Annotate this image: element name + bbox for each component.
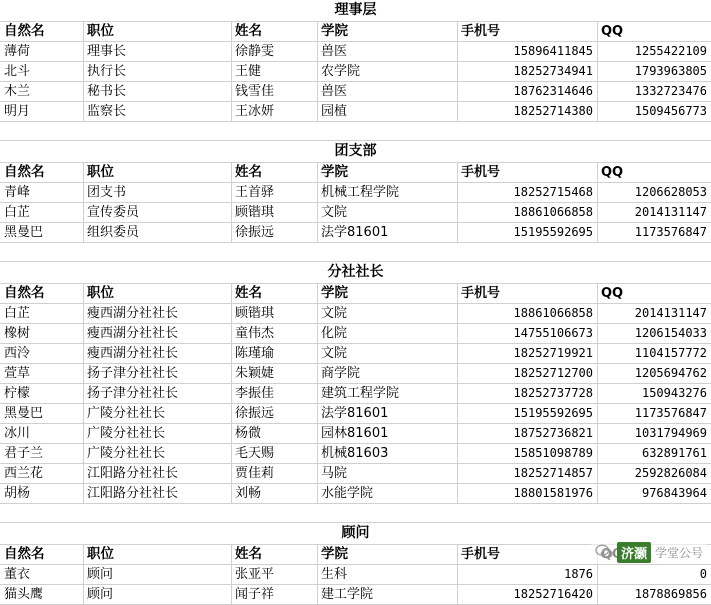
cell-college[interactable]: 兽医 (318, 82, 458, 101)
section-gap (0, 122, 711, 141)
cell-college[interactable]: 法学81601 (318, 404, 458, 423)
cell-phone[interactable]: 1876 (458, 565, 598, 584)
header-cell-name: 姓名 (232, 22, 318, 41)
header-cell-position: 职位 (84, 284, 232, 303)
cell-college[interactable]: 建工学院 (318, 585, 458, 604)
cell-qq[interactable]: 2592826084 (634, 466, 707, 480)
cell-qq[interactable]: 1173576847 (634, 406, 707, 420)
cell-name[interactable]: 张亚平 (232, 565, 318, 584)
cell-name[interactable]: 王健 (232, 62, 318, 81)
cell-nickname[interactable]: 君子兰 (0, 444, 84, 463)
table-row (0, 324, 711, 344)
header-cell-nickname: 自然名 (0, 284, 84, 303)
table-row (0, 585, 711, 605)
cell-nickname[interactable]: 冰川 (0, 424, 84, 443)
section-title: 理事层 (0, 0, 711, 22)
cell-qq[interactable]: 2014131147 (634, 205, 707, 219)
table-row (0, 484, 711, 504)
cell-nickname[interactable]: 白芷 (0, 304, 84, 323)
header-cell-name: 姓名 (232, 163, 318, 182)
cell-position[interactable]: 广陵分社社长 (84, 444, 232, 463)
cell-college[interactable]: 法学81601 (318, 223, 458, 242)
cell-position[interactable]: 瘦西湖分社社长 (84, 304, 232, 323)
header-row (0, 22, 711, 42)
cell-position[interactable]: 宣传委员 (84, 203, 232, 222)
cell-name[interactable]: 徐静雯 (232, 42, 318, 61)
cell-nickname[interactable]: 黑曼巴 (0, 223, 84, 242)
table-row (0, 223, 711, 243)
cell-qq[interactable]: 1878869856 (634, 587, 707, 601)
cell-phone[interactable]: 18252715468 (458, 183, 598, 202)
cell-name[interactable]: 徐振远 (232, 404, 318, 423)
section-title: 团支部 (0, 141, 711, 163)
cell-nickname[interactable]: 青峰 (0, 183, 84, 202)
cell-phone[interactable]: 18752736821 (458, 424, 598, 443)
cell-nickname[interactable]: 明月 (0, 102, 84, 121)
cell-position[interactable]: 瘦西湖分社社长 (84, 344, 232, 363)
cell-college[interactable]: 商学院 (318, 364, 458, 383)
cell-nickname[interactable]: 胡杨 (0, 484, 84, 503)
cell-college[interactable]: 机械工程学院 (318, 183, 458, 202)
cell-college[interactable]: 机械81603 (318, 444, 458, 463)
cell-qq[interactable]: 1509456773 (634, 104, 707, 118)
cell-position[interactable]: 团支书 (84, 183, 232, 202)
cell-position[interactable]: 顾问 (84, 585, 232, 604)
table-row (0, 404, 711, 424)
cell-college[interactable]: 化院 (318, 324, 458, 343)
header-cell-nickname: 自然名 (0, 22, 84, 41)
cell-nickname[interactable]: 橡树 (0, 324, 84, 343)
cell-qq[interactable]: 1173576847 (634, 225, 707, 239)
header-row (0, 163, 711, 183)
cell-name[interactable]: 贾佳莉 (232, 464, 318, 483)
cell-phone[interactable]: 18801581976 (458, 484, 598, 503)
cell-college[interactable]: 水能学院 (318, 484, 458, 503)
cell-position[interactable]: 扬子津分社社长 (84, 364, 232, 383)
table-row (0, 464, 711, 484)
watermark-badge: 济灏 (617, 542, 651, 563)
cell-nickname[interactable]: 北斗 (0, 62, 84, 81)
cell-name[interactable]: 顾锴琪 (232, 304, 318, 323)
cell-college[interactable]: 文院 (318, 304, 458, 323)
header-cell-name: 姓名 (232, 284, 318, 303)
cell-name[interactable]: 闻子祥 (232, 585, 318, 604)
cell-qq[interactable]: 976843964 (641, 486, 707, 500)
header-cell-qq: QQ (601, 165, 624, 180)
cell-name[interactable]: 刘畅 (232, 484, 318, 503)
cell-phone[interactable]: 18252712700 (458, 364, 598, 383)
header-cell-phone: 手机号 (458, 284, 598, 303)
table-row (0, 344, 711, 364)
cell-position[interactable]: 广陵分社社长 (84, 404, 232, 423)
cell-name[interactable]: 杨微 (232, 424, 318, 443)
cell-phone[interactable]: 18762314646 (458, 82, 598, 101)
header-cell-qq: QQ (601, 24, 624, 39)
header-cell-college: 学院 (318, 284, 458, 303)
header-cell-qq: QQ (601, 286, 624, 301)
header-cell-phone: 手机号 (458, 22, 598, 41)
header-cell-nickname: 自然名 (0, 545, 84, 564)
table-row (0, 82, 711, 102)
cell-position[interactable]: 秘书长 (84, 82, 232, 101)
cell-qq[interactable]: 150943276 (641, 386, 707, 400)
cell-phone[interactable]: 18861066858 (458, 203, 598, 222)
header-cell-position: 职位 (84, 545, 232, 564)
cell-phone[interactable]: 18252714380 (458, 102, 598, 121)
cell-position[interactable]: 广陵分社社长 (84, 424, 232, 443)
table-row (0, 304, 711, 324)
cell-qq[interactable]: 1205694762 (634, 366, 707, 380)
cell-qq[interactable]: 1255422109 (634, 44, 707, 58)
cell-nickname[interactable]: 黑曼巴 (0, 404, 84, 423)
cell-name[interactable]: 徐振远 (232, 223, 318, 242)
header-cell-college: 学院 (318, 163, 458, 182)
cell-qq[interactable]: 0 (699, 567, 707, 581)
header-cell-college: 学院 (318, 22, 458, 41)
cell-college[interactable]: 文院 (318, 203, 458, 222)
cell-nickname[interactable]: 薄荷 (0, 42, 84, 61)
section-title: 分社社长 (0, 262, 711, 284)
cell-position[interactable]: 顾问 (84, 565, 232, 584)
cell-position[interactable]: 江阳路分社社长 (84, 484, 232, 503)
section-gap (0, 243, 711, 262)
cell-nickname[interactable]: 柠檬 (0, 384, 84, 403)
header-cell-phone: 手机号 (458, 545, 598, 564)
header-cell-phone: 手机号 (458, 163, 598, 182)
cell-name[interactable]: 陈瑾瑜 (232, 344, 318, 363)
cell-nickname[interactable]: 萱草 (0, 364, 84, 383)
header-row (0, 284, 711, 304)
cell-phone[interactable]: 18252734941 (458, 62, 598, 81)
header-cell-college: 学院 (318, 545, 458, 564)
cell-phone[interactable]: 15851098789 (458, 444, 598, 463)
cell-phone[interactable]: 15195592695 (458, 223, 598, 242)
cell-qq[interactable]: 632891761 (641, 446, 707, 460)
cell-nickname[interactable]: 木兰 (0, 82, 84, 101)
cell-position[interactable]: 监察长 (84, 102, 232, 121)
table-row (0, 364, 711, 384)
wechat-icon (595, 543, 613, 561)
cell-college[interactable]: 建筑工程学院 (318, 384, 458, 403)
cell-qq[interactable]: 1206628053 (634, 185, 707, 199)
cell-position[interactable]: 扬子津分社社长 (84, 384, 232, 403)
cell-college[interactable]: 园植 (318, 102, 458, 121)
header-cell-position: 职位 (84, 22, 232, 41)
table-row (0, 203, 711, 223)
cell-name[interactable]: 王首驿 (232, 183, 318, 202)
cell-name[interactable]: 顾锴琪 (232, 203, 318, 222)
cell-phone[interactable]: 18252714857 (458, 464, 598, 483)
cell-position[interactable]: 瘦西湖分社社长 (84, 324, 232, 343)
table-row (0, 565, 711, 585)
cell-college[interactable]: 兽医 (318, 42, 458, 61)
header-cell-name: 姓名 (232, 545, 318, 564)
cell-college[interactable]: 马院 (318, 464, 458, 483)
cell-name[interactable]: 李振佳 (232, 384, 318, 403)
watermark-text: 学堂公号 (654, 545, 703, 560)
cell-name[interactable]: 毛天赐 (232, 444, 318, 463)
table-row (0, 102, 711, 122)
table-row (0, 384, 711, 404)
cell-qq[interactable]: 1031794969 (634, 426, 707, 440)
cell-phone[interactable]: 18861066858 (458, 304, 598, 323)
cell-qq[interactable]: 1104157772 (634, 346, 707, 360)
table-row (0, 183, 711, 203)
cell-college[interactable]: 文院 (318, 344, 458, 363)
cell-college[interactable]: 农学院 (318, 62, 458, 81)
table-row (0, 62, 711, 82)
table-row (0, 444, 711, 464)
header-cell-position: 职位 (84, 163, 232, 182)
table-row (0, 424, 711, 444)
cell-name[interactable]: 朱颖婕 (232, 364, 318, 383)
cell-position[interactable]: 理事长 (84, 42, 232, 61)
cell-qq[interactable]: 1332723476 (634, 84, 707, 98)
cell-name[interactable]: 钱雪佳 (232, 82, 318, 101)
cell-phone[interactable]: 18252716420 (458, 585, 598, 604)
cell-nickname[interactable]: 董衣 (0, 565, 84, 584)
cell-name[interactable]: 童伟杰 (232, 324, 318, 343)
cell-position[interactable]: 组织委员 (84, 223, 232, 242)
section-gap (0, 504, 711, 523)
cell-nickname[interactable]: 猫头鹰 (0, 585, 84, 604)
cell-phone[interactable]: 18252737728 (458, 384, 598, 403)
cell-phone[interactable]: 14755106673 (458, 324, 598, 343)
cell-position[interactable]: 江阳路分社社长 (84, 464, 232, 483)
cell-name[interactable]: 王冰妍 (232, 102, 318, 121)
section-title: 顾问 (0, 523, 711, 545)
table-row (0, 42, 711, 62)
header-cell-nickname: 自然名 (0, 163, 84, 182)
cell-phone[interactable]: 18252719921 (458, 344, 598, 363)
cell-qq[interactable]: 1793963805 (634, 64, 707, 78)
cell-phone[interactable]: 15896411845 (458, 42, 598, 61)
cell-phone[interactable]: 15195592695 (458, 404, 598, 423)
cell-nickname[interactable]: 西泠 (0, 344, 84, 363)
cell-college[interactable]: 生科 (318, 565, 458, 584)
watermark (591, 540, 707, 564)
cell-nickname[interactable]: 白芷 (0, 203, 84, 222)
cell-nickname[interactable]: 西兰花 (0, 464, 84, 483)
cell-qq[interactable]: 1206154033 (634, 326, 707, 340)
cell-college[interactable]: 园林81601 (318, 424, 458, 443)
cell-qq[interactable]: 2014131147 (634, 306, 707, 320)
cell-position[interactable]: 执行长 (84, 62, 232, 81)
